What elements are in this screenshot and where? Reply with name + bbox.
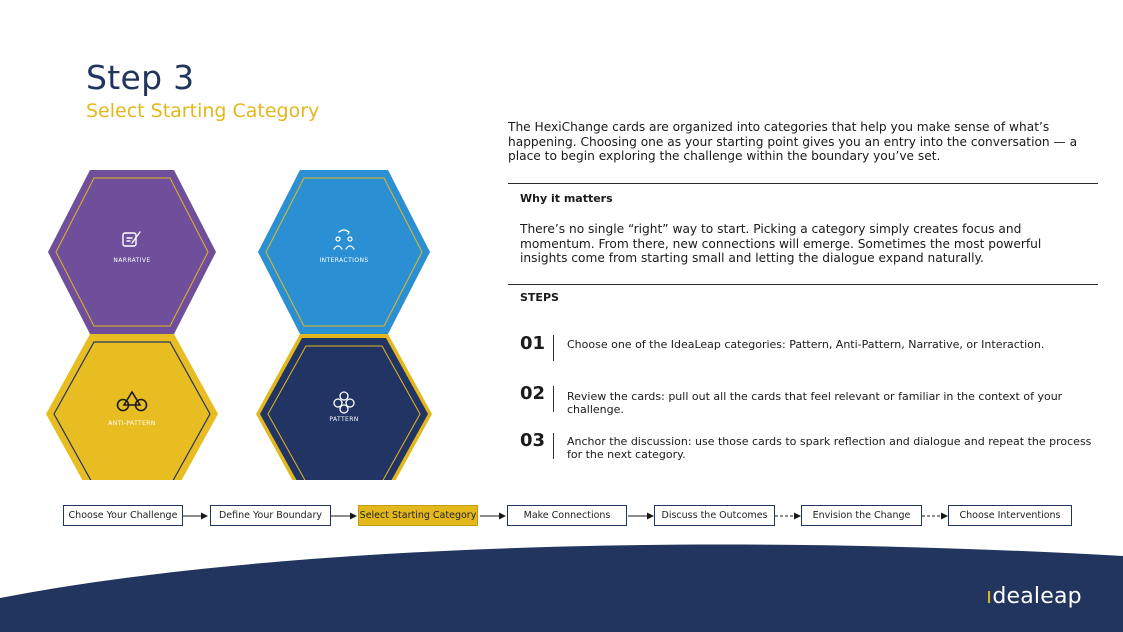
flow-step-choose-interventions: Choose Interventions: [948, 505, 1072, 526]
step-text: Choose one of the IdeaLeap categories: Pattern, Anti-Pattern, Narrative, or Interaction.: [567, 338, 1045, 351]
step-text: Review the cards: pull out all the cards that feel relevant or familiar in the context of your challenge.: [567, 390, 1063, 416]
logo-prefix: ı: [986, 584, 993, 609]
flow-step-select-category: Select Starting Category: [358, 505, 478, 526]
category-label: PATTERN: [329, 416, 359, 423]
intro-paragraph: The HexiChange cards are organized into categories that help you make sense of what’s happening. Choosing one as your starting point gives you an entry into the conversation — a place to begin exploring the challenge within the boundary you’ve set.: [508, 120, 1078, 163]
category-label: NARRATIVE: [113, 257, 151, 264]
category-label: ANTI-PATTERN: [108, 420, 156, 427]
flow-step-define-boundary: Define Your Boundary: [210, 505, 331, 526]
step-number: 02: [520, 383, 546, 404]
page-subtitle: Select Starting Category: [86, 100, 320, 122]
flow-step-discuss-outcomes: Discuss the Outcomes: [654, 505, 775, 526]
step-text: Anchor the discussion: use those cards to spark reflection and dialogue and repeat the process for the next category.: [567, 435, 1092, 461]
logo-text: dealeap: [992, 584, 1082, 609]
step-number: 03: [520, 430, 546, 451]
idealeap-logo: [986, 584, 1082, 609]
step-number: 01: [520, 333, 546, 354]
flow-step-choose-challenge: Choose Your Challenge: [63, 505, 183, 526]
flow-step-envision-change: Envision the Change: [801, 505, 922, 526]
steps-heading: STEPS: [520, 291, 559, 304]
why-body: There’s no single “right” way to start. Picking a category simply creates focus and momentum. From there, new connections will emerge. Sometimes the most powerful insights come from starting small and letting the dialogue expand naturally.: [520, 222, 1042, 265]
why-heading: Why it matters: [520, 192, 613, 205]
page-title: Step 3: [86, 58, 195, 97]
flow-step-make-connections: Make Connections: [507, 505, 627, 526]
category-label: INTERACTIONS: [319, 257, 369, 264]
